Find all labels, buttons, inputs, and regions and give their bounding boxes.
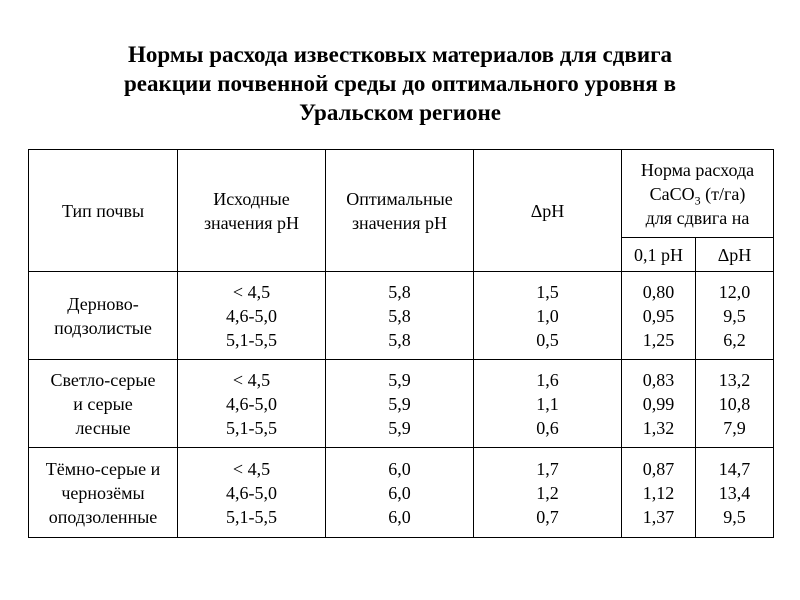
optimal-ph-cell: 5,8 5,8 5,8 (326, 272, 474, 360)
rate-delta-ph-cell: 12,0 9,5 6,2 (696, 272, 774, 360)
soil-type-cell: Дерново- подзолистые (29, 272, 178, 360)
delta-ph-cell: 1,7 1,2 0,7 (474, 448, 622, 538)
lime-norms-table (28, 149, 774, 538)
soil-type-cell: Тёмно-серые и чернозёмы оподзоленные (29, 448, 178, 538)
header-soil-type: Тип почвы (29, 150, 178, 272)
header-rate-group: Норма расхода СаСО$_3$ (т/га) для сдвига на (622, 150, 774, 238)
initial-ph-cell: < 4,5 4,6-5,0 5,1-5,5 (178, 448, 326, 538)
title-line: Уральском регионе (299, 100, 501, 125)
delta-ph-cell: 1,5 1,0 0,5 (474, 272, 622, 360)
header-optimal-ph: Оптимальные значения рН (326, 150, 474, 272)
table-row (29, 360, 774, 448)
header-rate-01ph: 0,1 рН (622, 238, 696, 272)
header-rate-delta-ph: ΔрН (696, 238, 774, 272)
page-title (40, 40, 760, 127)
rate-01ph-cell: 0,87 1,12 1,37 (622, 448, 696, 538)
soil-type-cell: Светло-серые и серые лесные (29, 360, 178, 448)
header-row (29, 150, 774, 238)
rate-01ph-cell: 0,80 0,95 1,25 (622, 272, 696, 360)
table-row (29, 448, 774, 538)
table-row (29, 272, 774, 360)
header-initial-ph: Исходные значения рН (178, 150, 326, 272)
rate-01ph-cell: 0,83 0,99 1,32 (622, 360, 696, 448)
initial-ph-cell: < 4,5 4,6-5,0 5,1-5,5 (178, 272, 326, 360)
initial-ph-cell: < 4,5 4,6-5,0 5,1-5,5 (178, 360, 326, 448)
optimal-ph-cell: 6,0 6,0 6,0 (326, 448, 474, 538)
rate-delta-ph-cell: 14,7 13,4 9,5 (696, 448, 774, 538)
title-line: реакции почвенной среды до оптимального уровня в (123, 71, 677, 96)
optimal-ph-cell: 5,9 5,9 5,9 (326, 360, 474, 448)
header-delta-ph: ΔрН (474, 150, 622, 272)
title-line: Нормы расхода известковых материалов для сдвига (127, 42, 673, 67)
rate-delta-ph-cell: 13,2 10,8 7,9 (696, 360, 774, 448)
delta-ph-cell: 1,6 1,1 0,6 (474, 360, 622, 448)
